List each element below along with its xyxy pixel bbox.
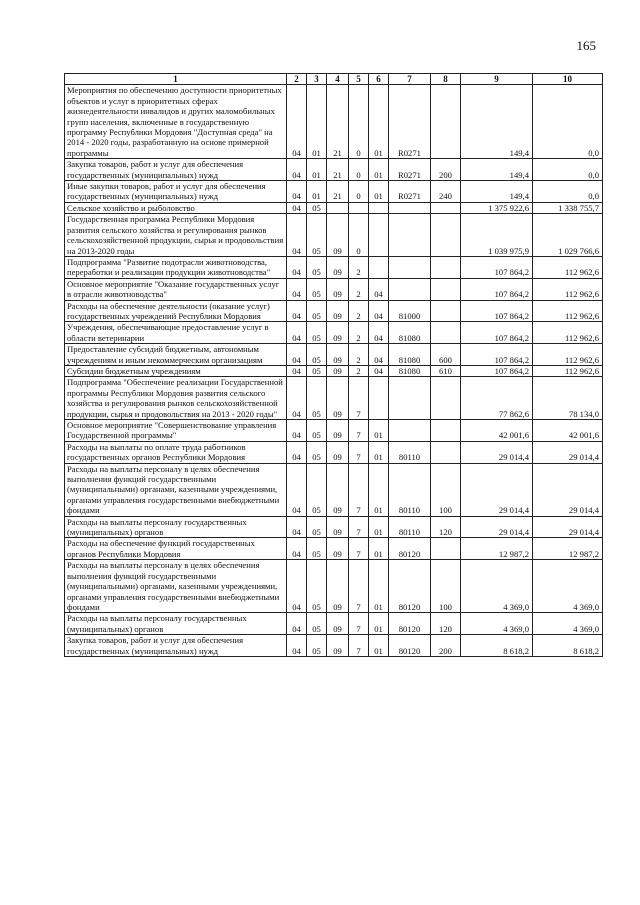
code-subprogram-cell: 0	[349, 85, 369, 159]
code-subprogram-cell: 7	[349, 635, 369, 657]
column-header: 3	[307, 74, 327, 85]
amount-year-1-cell: 107 864,2	[461, 365, 533, 376]
amount-year-2-cell: 42 001,6	[533, 420, 603, 442]
code-event-cell	[369, 202, 389, 213]
column-header: 1	[65, 74, 287, 85]
code-section-cell: 04	[287, 560, 307, 613]
code-event-cell	[369, 214, 389, 257]
code-program-cell	[327, 202, 349, 213]
table-row	[65, 214, 603, 257]
code-direction-cell	[389, 420, 431, 442]
code-program-cell: 09	[327, 322, 349, 344]
code-subsection-cell: 05	[307, 516, 327, 538]
code-subprogram-cell: 0	[349, 181, 369, 203]
row-name-cell: Предоставление субсидий бюджетным, автономным учреждениям и иным некоммерческим организациям	[65, 344, 287, 366]
code-program-cell: 09	[327, 214, 349, 257]
row-name-cell: Расходы на обеспечение деятельности (оказание услуг) государственных учреждений Республики Мордовия	[65, 300, 287, 322]
amount-year-2-cell: 29 014,4	[533, 463, 603, 516]
code-section-cell: 04	[287, 516, 307, 538]
code-section-cell: 04	[287, 202, 307, 213]
column-header: 5	[349, 74, 369, 85]
amount-year-2-cell: 29 014,4	[533, 441, 603, 463]
row-name-cell: Мероприятия по обеспечению доступности приоритетных объектов и услуг в приоритетных сферах жизнедеятельности инвалидов и других маломобильных групп населения, включенные в государственную программу Республики Мордовия "Доступная среда" на 2014 - 2020 годы, разработанную на основе примерной программы	[65, 85, 287, 159]
amount-year-1-cell: 149,4	[461, 159, 533, 181]
code-subsection-cell: 01	[307, 181, 327, 203]
code-section-cell: 04	[287, 159, 307, 181]
code-event-cell: 01	[369, 420, 389, 442]
code-expense-type-cell: 610	[431, 365, 461, 376]
code-event-cell: 01	[369, 613, 389, 635]
code-program-cell: 21	[327, 181, 349, 203]
code-subsection-cell: 05	[307, 420, 327, 442]
table-row	[65, 181, 603, 203]
code-subprogram-cell: 2	[349, 256, 369, 278]
code-subsection-cell: 05	[307, 613, 327, 635]
code-direction-cell	[389, 256, 431, 278]
code-subprogram-cell: 7	[349, 560, 369, 613]
row-name-cell: Расходы на выплаты персоналу в целях обеспечения выполнения функций государственными (муниципальными) органами, казенными учреждениями, органами управления государственными внебюджетными фондами	[65, 560, 287, 613]
code-expense-type-cell: 100	[431, 560, 461, 613]
row-name-cell: Подпрограмма "Развитие подотрасли животноводства, переработки и реализации продукции животноводства"	[65, 256, 287, 278]
amount-year-1-cell: 8 618,2	[461, 635, 533, 657]
code-subsection-cell: 05	[307, 365, 327, 376]
amount-year-1-cell: 29 014,4	[461, 516, 533, 538]
row-name-cell: Закупка товаров, работ и услуг для обеспечения государственных (муниципальных) нужд	[65, 159, 287, 181]
code-subsection-cell: 05	[307, 635, 327, 657]
row-name-cell: Расходы на выплаты персоналу в целях обеспечения выполнения функций государственными (муниципальными) органами, казенными учреждениями, органами управления государственными внебюджетными фондами	[65, 463, 287, 516]
code-direction-cell: 80120	[389, 538, 431, 560]
row-name-cell: Государственная программа Республики Мордовия развития сельского хозяйства и регулирования рынков сельскохозяйственной продукции, сырья и продовольствия на 2013-2020 годы	[65, 214, 287, 257]
code-direction-cell: R0271	[389, 85, 431, 159]
code-event-cell: 04	[369, 344, 389, 366]
amount-year-1-cell: 149,4	[461, 181, 533, 203]
code-event-cell: 04	[369, 322, 389, 344]
code-direction-cell	[389, 202, 431, 213]
row-name-cell: Основное мероприятие "Совершенствование управления Государственной программы"	[65, 420, 287, 442]
code-direction-cell	[389, 214, 431, 257]
code-program-cell: 09	[327, 635, 349, 657]
column-header: 6	[369, 74, 389, 85]
column-header: 8	[431, 74, 461, 85]
table-row	[65, 420, 603, 442]
amount-year-2-cell: 112 962,6	[533, 322, 603, 344]
row-name-cell: Иные закупки товаров, работ и услуг для обеспечения государственных (муниципальных) нужд	[65, 181, 287, 203]
amount-year-1-cell: 4 369,0	[461, 613, 533, 635]
row-name-cell: Сельское хозяйство и рыболовство	[65, 202, 287, 213]
code-section-cell: 04	[287, 365, 307, 376]
column-header: 10	[533, 74, 603, 85]
row-name-cell: Закупка товаров, работ и услуг для обеспечения государственных (муниципальных) нужд	[65, 635, 287, 657]
table-row	[65, 635, 603, 657]
code-subprogram-cell: 2	[349, 322, 369, 344]
code-expense-type-cell: 200	[431, 635, 461, 657]
code-section-cell: 04	[287, 344, 307, 366]
amount-year-1-cell: 107 864,2	[461, 344, 533, 366]
code-direction-cell: 81080	[389, 322, 431, 344]
code-event-cell: 01	[369, 635, 389, 657]
code-event-cell: 01	[369, 181, 389, 203]
code-subprogram-cell	[349, 202, 369, 213]
table-row	[65, 377, 603, 420]
code-program-cell: 09	[327, 560, 349, 613]
code-subprogram-cell: 7	[349, 441, 369, 463]
code-section-cell: 04	[287, 635, 307, 657]
code-direction-cell: 80110	[389, 516, 431, 538]
code-program-cell: 09	[327, 377, 349, 420]
amount-year-2-cell: 29 014,4	[533, 516, 603, 538]
code-section-cell: 04	[287, 420, 307, 442]
code-subprogram-cell: 7	[349, 463, 369, 516]
code-direction-cell: 81080	[389, 365, 431, 376]
code-expense-type-cell: 240	[431, 181, 461, 203]
code-subsection-cell: 05	[307, 441, 327, 463]
row-name-cell: Расходы на выплаты персоналу государственных (муниципальных) органов	[65, 516, 287, 538]
code-subsection-cell: 05	[307, 344, 327, 366]
code-subprogram-cell: 2	[349, 278, 369, 300]
amount-year-2-cell: 12 987,2	[533, 538, 603, 560]
amount-year-2-cell: 8 618,2	[533, 635, 603, 657]
amount-year-1-cell: 107 864,2	[461, 256, 533, 278]
column-header: 7	[389, 74, 431, 85]
table-row	[65, 322, 603, 344]
code-subsection-cell: 05	[307, 202, 327, 213]
code-subprogram-cell: 0	[349, 214, 369, 257]
amount-year-2-cell: 4 369,0	[533, 560, 603, 613]
code-subsection-cell: 05	[307, 377, 327, 420]
amount-year-1-cell: 29 014,4	[461, 463, 533, 516]
code-direction-cell	[389, 278, 431, 300]
code-expense-type-cell	[431, 420, 461, 442]
table-row	[65, 441, 603, 463]
table-row	[65, 560, 603, 613]
code-subsection-cell: 05	[307, 322, 327, 344]
code-section-cell: 04	[287, 300, 307, 322]
code-program-cell: 09	[327, 463, 349, 516]
code-program-cell: 09	[327, 256, 349, 278]
code-subprogram-cell: 2	[349, 365, 369, 376]
code-section-cell: 04	[287, 181, 307, 203]
amount-year-1-cell: 107 864,2	[461, 322, 533, 344]
code-subsection-cell: 01	[307, 159, 327, 181]
code-event-cell: 04	[369, 278, 389, 300]
code-program-cell: 09	[327, 365, 349, 376]
table-row	[65, 300, 603, 322]
amount-year-1-cell: 149,4	[461, 85, 533, 159]
code-subprogram-cell: 0	[349, 159, 369, 181]
code-event-cell: 01	[369, 159, 389, 181]
code-expense-type-cell	[431, 256, 461, 278]
code-direction-cell: 80120	[389, 635, 431, 657]
code-program-cell: 09	[327, 300, 349, 322]
code-subprogram-cell: 7	[349, 516, 369, 538]
code-expense-type-cell: 100	[431, 463, 461, 516]
code-subsection-cell: 05	[307, 256, 327, 278]
page-number: 165	[576, 38, 596, 53]
code-subprogram-cell: 2	[349, 344, 369, 366]
code-expense-type-cell	[431, 214, 461, 257]
code-direction-cell: 80110	[389, 441, 431, 463]
code-event-cell	[369, 256, 389, 278]
amount-year-2-cell: 0,0	[533, 159, 603, 181]
code-expense-type-cell: 120	[431, 613, 461, 635]
code-direction-cell: 80110	[389, 463, 431, 516]
code-program-cell: 09	[327, 441, 349, 463]
code-subsection-cell: 05	[307, 214, 327, 257]
table-row	[65, 344, 603, 366]
amount-year-2-cell: 0,0	[533, 85, 603, 159]
amount-year-1-cell: 1 375 922,6	[461, 202, 533, 213]
code-section-cell: 04	[287, 278, 307, 300]
amount-year-1-cell: 29 014,4	[461, 441, 533, 463]
column-header: 4	[327, 74, 349, 85]
column-header: 2	[287, 74, 307, 85]
code-section-cell: 04	[287, 441, 307, 463]
table-row	[65, 85, 603, 159]
code-event-cell: 01	[369, 538, 389, 560]
amount-year-1-cell: 107 864,2	[461, 300, 533, 322]
code-subsection-cell: 05	[307, 278, 327, 300]
amount-year-2-cell: 112 962,6	[533, 365, 603, 376]
code-subprogram-cell: 2	[349, 300, 369, 322]
code-subsection-cell: 05	[307, 300, 327, 322]
code-section-cell: 04	[287, 463, 307, 516]
code-direction-cell	[389, 377, 431, 420]
code-subsection-cell: 05	[307, 538, 327, 560]
code-expense-type-cell	[431, 377, 461, 420]
table-row	[65, 516, 603, 538]
amount-year-2-cell: 112 962,6	[533, 344, 603, 366]
amount-year-1-cell: 42 001,6	[461, 420, 533, 442]
table-row	[65, 463, 603, 516]
code-expense-type-cell	[431, 300, 461, 322]
code-expense-type-cell	[431, 278, 461, 300]
code-program-cell: 21	[327, 85, 349, 159]
amount-year-1-cell: 12 987,2	[461, 538, 533, 560]
code-event-cell: 01	[369, 85, 389, 159]
code-subprogram-cell: 7	[349, 377, 369, 420]
code-section-cell: 04	[287, 85, 307, 159]
code-program-cell: 09	[327, 538, 349, 560]
table-row	[65, 256, 603, 278]
code-expense-type-cell	[431, 538, 461, 560]
budget-table	[64, 73, 603, 657]
amount-year-2-cell: 4 369,0	[533, 613, 603, 635]
code-subprogram-cell: 7	[349, 613, 369, 635]
code-event-cell: 01	[369, 516, 389, 538]
amount-year-2-cell: 1 338 755,7	[533, 202, 603, 213]
row-name-cell: Субсидии бюджетным учреждениям	[65, 365, 287, 376]
code-section-cell: 04	[287, 256, 307, 278]
amount-year-1-cell: 77 862,6	[461, 377, 533, 420]
amount-year-1-cell: 4 369,0	[461, 560, 533, 613]
table-row	[65, 202, 603, 213]
row-name-cell: Расходы на выплаты по оплате труда работников государственных органов Республики Мордовия	[65, 441, 287, 463]
code-subprogram-cell: 7	[349, 538, 369, 560]
amount-year-2-cell: 112 962,6	[533, 278, 603, 300]
row-name-cell: Расходы на обеспечение функций государственных органов Республики Мордовия	[65, 538, 287, 560]
code-program-cell: 09	[327, 516, 349, 538]
row-name-cell: Основное мероприятие "Оказание государственных услуг в отрасли животноводства"	[65, 278, 287, 300]
code-program-cell: 09	[327, 420, 349, 442]
code-section-cell: 04	[287, 214, 307, 257]
code-section-cell: 04	[287, 377, 307, 420]
column-header: 9	[461, 74, 533, 85]
code-expense-type-cell: 200	[431, 159, 461, 181]
table-row	[65, 538, 603, 560]
code-event-cell	[369, 377, 389, 420]
amount-year-2-cell: 112 962,6	[533, 300, 603, 322]
code-direction-cell: 81080	[389, 344, 431, 366]
row-name-cell: Подпрограмма "Обеспечение реализации Государственной программы Республики Мордовия развития сельского хозяйства и регулирования рынков сельскохозяйственной продукции, сырья и продовольствия на 2013 - 2020 годы"	[65, 377, 287, 420]
code-subsection-cell: 05	[307, 463, 327, 516]
amount-year-2-cell: 0,0	[533, 181, 603, 203]
amount-year-2-cell: 112 962,6	[533, 256, 603, 278]
code-section-cell: 04	[287, 613, 307, 635]
code-subprogram-cell: 7	[349, 420, 369, 442]
table-row	[65, 613, 603, 635]
code-section-cell: 04	[287, 538, 307, 560]
code-direction-cell: 81000	[389, 300, 431, 322]
code-program-cell: 09	[327, 344, 349, 366]
code-expense-type-cell	[431, 322, 461, 344]
code-section-cell: 04	[287, 322, 307, 344]
code-event-cell: 04	[369, 365, 389, 376]
code-expense-type-cell	[431, 202, 461, 213]
amount-year-2-cell: 78 134,0	[533, 377, 603, 420]
row-name-cell: Расходы на выплаты персоналу государственных (муниципальных) органов	[65, 613, 287, 635]
code-expense-type-cell	[431, 85, 461, 159]
code-direction-cell: R0271	[389, 159, 431, 181]
code-program-cell: 09	[327, 613, 349, 635]
table-row	[65, 278, 603, 300]
amount-year-1-cell: 1 039 975,9	[461, 214, 533, 257]
row-name-cell: Учреждения, обеспечивающие предоставление услуг в области ветеринарии	[65, 322, 287, 344]
table-row	[65, 365, 603, 376]
code-expense-type-cell: 120	[431, 516, 461, 538]
code-expense-type-cell	[431, 441, 461, 463]
code-program-cell: 09	[327, 278, 349, 300]
amount-year-2-cell: 1 029 766,6	[533, 214, 603, 257]
code-direction-cell: R0271	[389, 181, 431, 203]
code-direction-cell: 80120	[389, 560, 431, 613]
code-event-cell: 01	[369, 560, 389, 613]
code-program-cell: 21	[327, 159, 349, 181]
code-expense-type-cell: 600	[431, 344, 461, 366]
amount-year-1-cell: 107 864,2	[461, 278, 533, 300]
code-event-cell: 04	[369, 300, 389, 322]
code-subsection-cell: 05	[307, 560, 327, 613]
code-direction-cell: 80120	[389, 613, 431, 635]
code-event-cell: 01	[369, 463, 389, 516]
code-subsection-cell: 01	[307, 85, 327, 159]
code-event-cell: 01	[369, 441, 389, 463]
table-header-row	[65, 74, 603, 85]
table-row	[65, 159, 603, 181]
